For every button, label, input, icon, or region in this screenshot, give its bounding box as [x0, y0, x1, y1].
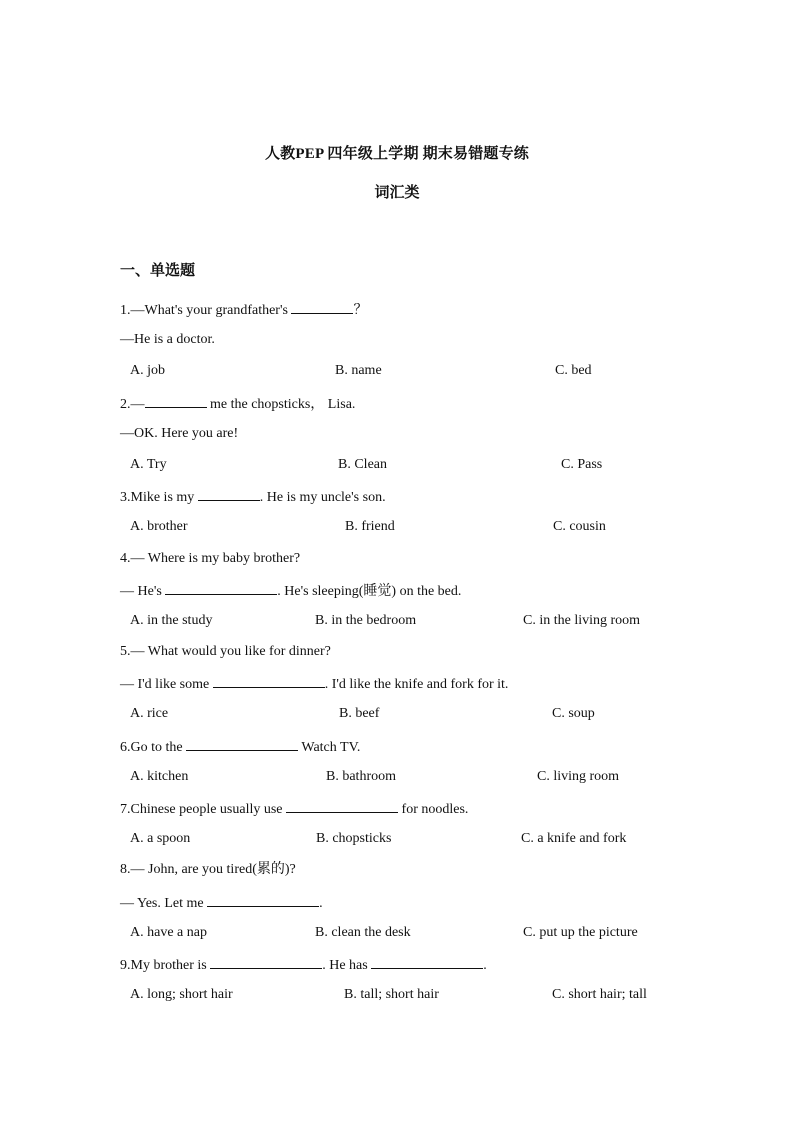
answer-blank[interactable] — [210, 954, 322, 969]
answer-options — [120, 517, 680, 548]
answer-option-c[interactable]: C. in the living room — [523, 612, 641, 628]
question-text: 7.Chinese people usually use — [120, 802, 287, 817]
answer-option-b[interactable]: B. in the bedroom — [315, 612, 417, 628]
answer-option-a[interactable]: A. job — [130, 363, 165, 379]
answer-option-c[interactable]: C. soup — [552, 706, 595, 722]
answer-option-a[interactable]: A. have a nap — [130, 924, 207, 940]
answer-option-a[interactable]: A. long; short hair — [130, 987, 233, 1003]
answer-options — [120, 829, 680, 860]
question-line — [120, 393, 680, 424]
question-text: 2.— — [120, 396, 145, 412]
question-list — [120, 299, 680, 1016]
question-item — [120, 954, 680, 1016]
question-item — [120, 736, 680, 798]
question-text: 1.—What's your grandfather's — [120, 303, 292, 318]
answer-options — [120, 704, 680, 735]
question-item — [120, 393, 680, 487]
answer-options — [120, 923, 680, 954]
answer-option-a[interactable]: A. brother — [130, 519, 188, 535]
page-subtitle: 词汇类 — [374, 185, 420, 201]
question-line — [120, 486, 680, 517]
answer-option-b[interactable]: B. clean the desk — [315, 924, 411, 940]
question-text: 9.My brother is — [120, 957, 211, 973]
question-text: —OK. Here you are! — [120, 425, 239, 441]
answer-option-a[interactable]: A. in the study — [130, 612, 213, 628]
answer-option-b[interactable]: B. beef — [339, 706, 380, 722]
question-line — [120, 673, 680, 704]
question-line — [120, 954, 680, 985]
answer-options — [120, 767, 680, 798]
question-item — [120, 798, 680, 860]
question-text: for noodles. — [398, 802, 469, 817]
question-line — [120, 549, 680, 580]
answer-option-c[interactable]: C. short hair; tall — [552, 987, 647, 1003]
question-text: me the chopsticks， Lisa. — [206, 396, 356, 412]
question-item — [120, 486, 680, 548]
answer-blank[interactable] — [198, 486, 260, 501]
question-item — [120, 860, 680, 954]
question-line — [120, 892, 680, 923]
question-text: Watch TV. — [298, 739, 361, 755]
answer-option-a[interactable]: A. a spoon — [130, 831, 191, 847]
answer-option-c[interactable]: C. bed — [555, 363, 592, 379]
answer-blank[interactable] — [213, 673, 325, 688]
answer-option-b[interactable]: B. bathroom — [326, 768, 396, 784]
answer-blank[interactable] — [207, 892, 319, 907]
question-line — [120, 299, 680, 330]
answer-option-b[interactable]: B. tall; short hair — [344, 987, 439, 1003]
answer-blank[interactable] — [165, 580, 277, 595]
answer-option-b[interactable]: B. chopsticks — [316, 831, 392, 847]
question-item — [120, 299, 680, 393]
question-text: . He has — [322, 957, 372, 973]
question-line — [120, 642, 680, 673]
answer-option-c[interactable]: C. Pass — [561, 456, 603, 472]
question-line — [120, 330, 680, 361]
question-line — [120, 424, 680, 455]
answer-blank[interactable] — [186, 736, 298, 751]
answer-option-a[interactable]: A. kitchen — [130, 768, 189, 784]
question-text: . He's sleeping(睡觉) on the bed. — [277, 583, 462, 599]
question-text: 6.Go to the — [120, 739, 187, 755]
question-line — [120, 580, 680, 611]
answer-option-c[interactable]: C. living room — [537, 768, 620, 784]
answer-blank[interactable] — [286, 798, 398, 813]
question-text: 4.— Where is my baby brother? — [120, 550, 301, 566]
question-text: . I'd like the knife and fork for it. — [324, 677, 509, 693]
section-heading: 一、单选题 — [120, 263, 196, 279]
answer-option-a[interactable]: A. rice — [130, 706, 169, 722]
question-text: 3.Mike is my — [120, 490, 198, 506]
question-text: 5.— What would you like for dinner? — [120, 644, 331, 660]
answer-option-c[interactable]: C. a knife and fork — [521, 831, 627, 847]
answer-option-b[interactable]: B. name — [335, 363, 382, 379]
question-text: . — [319, 895, 323, 911]
question-text: —He is a doctor. — [120, 332, 215, 348]
answer-blank[interactable] — [371, 954, 483, 969]
answer-option-c[interactable]: C. put up the picture — [523, 924, 638, 940]
answer-option-c[interactable]: C. cousin — [553, 519, 606, 535]
question-line — [120, 736, 680, 767]
answer-options — [120, 611, 680, 642]
question-line — [120, 798, 680, 829]
answer-options — [120, 361, 680, 392]
question-text: — He's — [120, 583, 166, 599]
answer-option-a[interactable]: A. Try — [130, 456, 167, 472]
question-text: 8.— John, are you tired(累的)? — [120, 862, 296, 878]
question-text: ？ — [353, 303, 368, 318]
answer-option-b[interactable]: B. friend — [345, 519, 395, 535]
answer-option-b[interactable]: B. Clean — [338, 456, 387, 472]
question-text: — I'd like some — [120, 677, 213, 693]
question-text: — Yes. Let me — [120, 895, 208, 911]
answer-blank[interactable] — [145, 393, 207, 408]
question-text: . — [483, 957, 487, 973]
answer-blank[interactable] — [291, 299, 353, 314]
question-item — [120, 549, 680, 643]
page-title: 人教PEP 四年级上学期 期末易错题专练 — [264, 146, 529, 162]
answer-options — [120, 985, 680, 1016]
question-text: . He is my uncle's son. — [259, 490, 386, 506]
question-item — [120, 642, 680, 736]
question-line — [120, 860, 680, 891]
answer-options — [120, 455, 680, 486]
